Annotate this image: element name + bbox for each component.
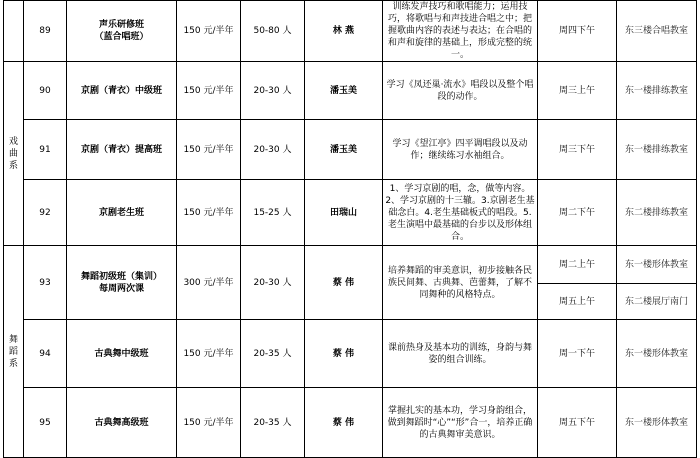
teacher-name: 蔡 伟: [305, 320, 383, 388]
dept-char: 曲: [8, 148, 18, 159]
dept-cell-empty: [4, 1, 24, 62]
course-fee: 150 元/半年: [177, 180, 241, 246]
course-fee: 150 元/半年: [177, 320, 241, 388]
course-number: 93: [24, 246, 67, 320]
course-schedule-table: [3, 0, 697, 458]
classroom: 东一楼排练教室: [617, 120, 697, 180]
course-name: 京剧（青衣）中级班: [67, 62, 177, 120]
course-description: 1、学习京剧的唱，念，做等内容。2、学习京剧的十三辙。3.京剧老生基础念白。4.老生基础板式的唱段。5.老生演唱中最基础的台步以及形体组合。: [383, 180, 538, 246]
class-size: 20-35 人: [241, 320, 305, 388]
table-row: [4, 246, 697, 284]
classroom: 东一楼形体教室: [617, 246, 697, 284]
classroom-second: 东二楼展厅南门: [617, 284, 697, 320]
dept-char: 系: [8, 160, 18, 171]
course-fee: 150 元/半年: [177, 62, 241, 120]
teacher-name: 潘玉美: [305, 120, 383, 180]
course-name: 声乐研修班 （蓝合唱班）: [67, 1, 177, 62]
course-fee: 150 元/半年: [177, 1, 241, 62]
classroom: 东二楼排练教室: [617, 180, 697, 246]
teacher-name: 潘玉美: [305, 62, 383, 120]
class-size: 20-30 人: [241, 246, 305, 320]
class-time: 周三上午: [538, 62, 617, 120]
class-time: 周二下午: [538, 180, 617, 246]
course-description: 培养舞蹈的审美意识，初步接触各民族民间舞、古典舞、芭蕾舞，了解不同舞种的风格特点。: [383, 246, 538, 320]
class-size: 20-35 人: [241, 388, 305, 458]
course-name: 古典舞中级班: [67, 320, 177, 388]
teacher-name: 田瑞山: [305, 180, 383, 246]
classroom: 东一楼形体教室: [617, 388, 697, 458]
course-name: 京剧（青衣）提高班: [67, 120, 177, 180]
class-time: 周五下午: [538, 388, 617, 458]
table-row: [4, 388, 697, 458]
department-dance: [4, 246, 24, 458]
course-description: 学习《望江亭》四平调唱段以及动作；继续练习水袖组合。: [383, 120, 538, 180]
dept-char: 蹈: [8, 346, 18, 357]
course-fee: 300 元/半年: [177, 246, 241, 320]
course-number: 91: [24, 120, 67, 180]
teacher-name: 林 燕: [305, 1, 383, 62]
class-time: 周四下午: [538, 1, 617, 62]
teacher-name: 蔡 伟: [305, 246, 383, 320]
table-row: [4, 180, 697, 246]
classroom: 东一楼排练教室: [617, 62, 697, 120]
course-number: 94: [24, 320, 67, 388]
class-size: 15-25 人: [241, 180, 305, 246]
table-row: [4, 1, 697, 62]
table-row: [4, 120, 697, 180]
classroom: 东一楼形体教室: [617, 320, 697, 388]
dept-char: 系: [8, 358, 18, 369]
course-number: 95: [24, 388, 67, 458]
course-description: 学习《凤还巢·流水》唱段以及整个唱段的动作。: [383, 62, 538, 120]
class-time-second: 周五上午: [538, 284, 617, 320]
course-description: 课前热身及基本功的训练，身韵与舞姿的组合训练。: [383, 320, 538, 388]
dept-char: 舞: [8, 334, 18, 345]
table-row: [4, 320, 697, 388]
class-time: 周二上午: [538, 246, 617, 284]
teacher-name: 蔡 伟: [305, 388, 383, 458]
class-time: 周一下午: [538, 320, 617, 388]
dept-char: 戏: [8, 136, 18, 147]
course-number: 90: [24, 62, 67, 120]
class-size: 20-30 人: [241, 120, 305, 180]
department-opera: [4, 62, 24, 246]
course-fee: 150 元/半年: [177, 388, 241, 458]
course-description: 训练发声技巧和歌唱能力；运用技巧，将歌唱与和声技进合唱之中；把握歌曲内容的表述与表达；在合唱的和声和旋律的基础上，形成完整的统一。: [383, 1, 538, 62]
class-size: 50-80 人: [241, 1, 305, 62]
course-number: 89: [24, 1, 67, 62]
course-number: 92: [24, 180, 67, 246]
table-row: [4, 62, 697, 120]
course-name: 舞蹈初级班（集训） 每周两次课: [67, 246, 177, 320]
classroom: 东三楼合唱教室: [617, 1, 697, 62]
course-description: 掌握扎实的基本功，学习身韵组合，做到舞蹈时“心”“形”合一，培养正确的古典舞审美意识。: [383, 388, 538, 458]
course-fee: 150 元/半年: [177, 120, 241, 180]
class-time: 周三下午: [538, 120, 617, 180]
course-name: 京剧老生班: [67, 180, 177, 246]
class-size: 20-30 人: [241, 62, 305, 120]
course-name: 古典舞高级班: [67, 388, 177, 458]
